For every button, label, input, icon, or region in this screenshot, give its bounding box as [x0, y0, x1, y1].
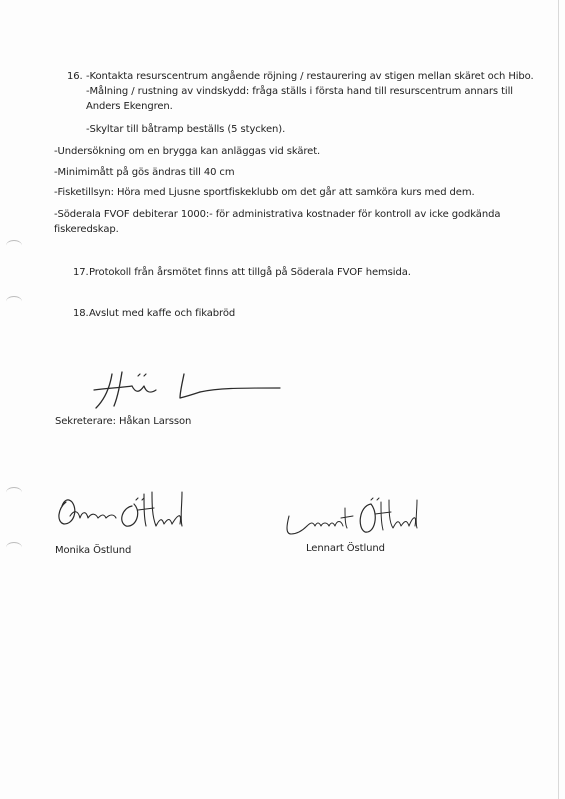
item-text: Anders Ekengren.	[86, 101, 173, 112]
item-text: -Fisketillsyn: Höra med Ljusne sportfiskeklubb om det går att samköra kurs med dem.	[54, 187, 475, 198]
signature-monika-ostlund	[52, 488, 192, 538]
signer-name-lennart: Lennart Östlund	[306, 543, 385, 554]
signer-name-monika: Monika Östlund	[55, 545, 132, 556]
item-text: -Skyltar till båtramp beställs (5 stycken).	[86, 124, 286, 135]
item-number: 18.	[73, 308, 89, 319]
item-number: 17.	[73, 267, 89, 278]
item-text: Protokoll från årsmötet finns att tillgå på Söderala FVOF hemsida.	[89, 267, 411, 278]
item-text: -Söderala FVOF debiterar 1000:- för administrativa kostnader för kontroll av icke godkända	[54, 209, 501, 220]
item-text: -Målning / rustning av vindskydd: fråga ställs i första hand till resurscentrum annars till	[86, 86, 513, 97]
item-text: -Kontakta resurscentrum angående röjning / restaurering av stigen mellan skäret och Hibo.	[86, 71, 534, 82]
signature-hakan-larsson	[88, 368, 288, 416]
secretary-name: Sekreterare: Håkan Larsson	[55, 416, 192, 427]
punch-hole-mark	[6, 240, 22, 251]
item-text: Avslut med kaffe och fikabröd	[89, 308, 236, 319]
page-edge	[558, 0, 559, 799]
punch-hole-mark	[6, 296, 22, 307]
item-text: fiskeredskap.	[54, 224, 119, 235]
punch-hole-mark	[6, 542, 22, 553]
item-number: 16.	[67, 71, 83, 82]
punch-hole-mark	[6, 487, 22, 498]
item-text: -Undersökning om en brygga kan anläggas vid skäret.	[54, 146, 321, 157]
signature-lennart-ostlund	[283, 494, 423, 544]
item-text: -Minimimått på gös ändras till 40 cm	[54, 167, 235, 178]
